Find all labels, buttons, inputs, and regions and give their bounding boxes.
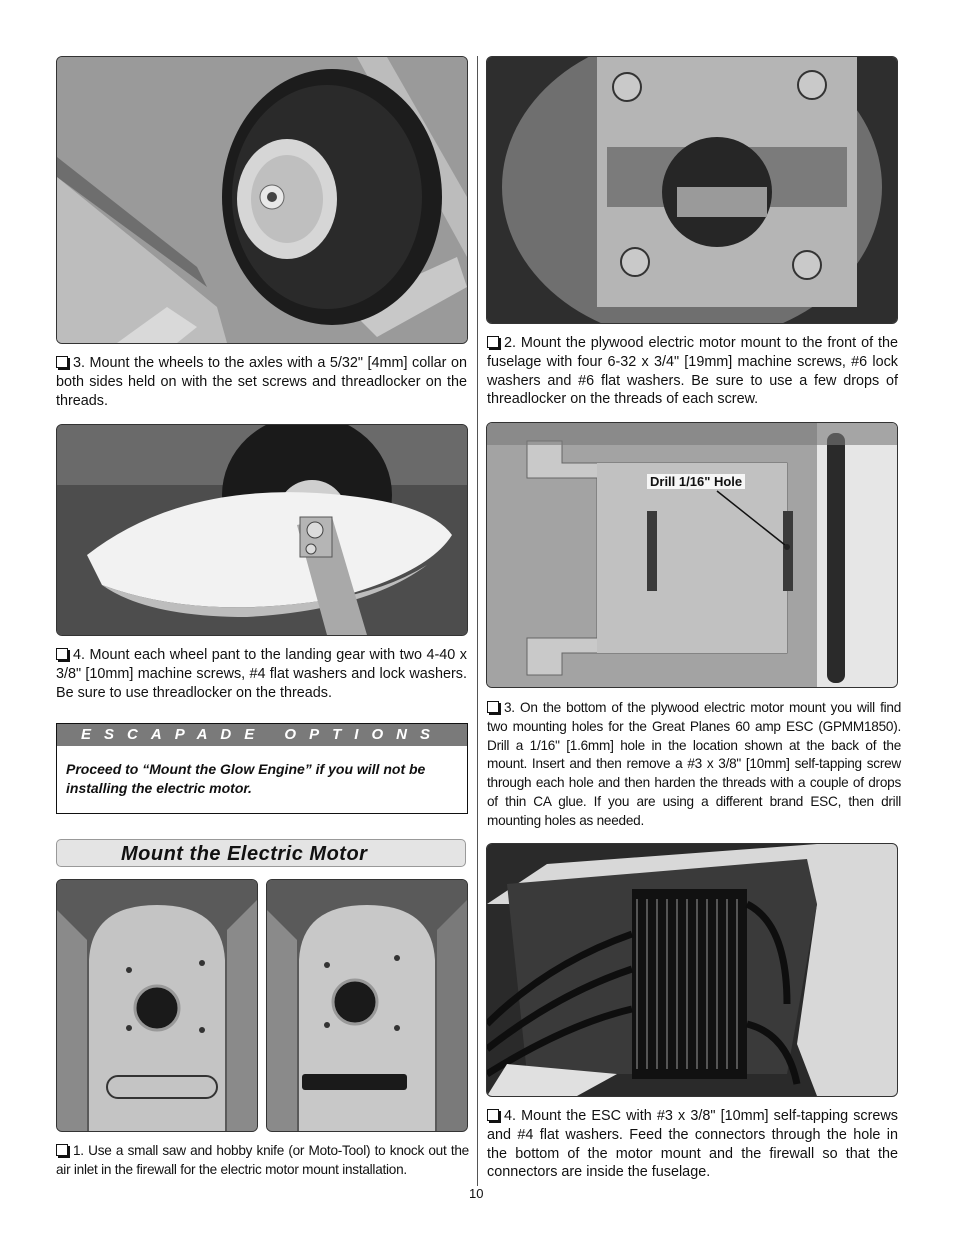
checkbox-icon[interactable]	[56, 648, 68, 660]
step-text: 3. On the bottom of the plywood electric motor mount you will find two mounting holes for the Great Planes 60 amp ESC (GPMM1850). Drill a 1/16" [1.6mm] hole in the location shown at the back of the mount. Insert and then remove a #3 x 3/8" [10mm] self-tapping screw through each hole and then harden the threads with a couple of drops of thin CA glue. If you are using a different brand ESC, then drill mounting holes as needed.	[487, 700, 901, 828]
drill-hole-label: Drill 1/16" Hole	[647, 474, 745, 489]
step-text: 4. Mount each wheel pant to the landing gear with two 4-40 x 3/8" [10mm] machine screws, #4 flat washers and lock washers. Be sure to use threadlocker on the threads.	[56, 647, 467, 701]
column-divider	[477, 56, 478, 1186]
options-text: Proceed to “Mount the Glow Engine” if you will not be installing the electric motor.	[66, 761, 426, 796]
checkbox-icon[interactable]	[56, 1144, 68, 1156]
section-title: Mount the Electric Motor	[56, 839, 466, 867]
step-mount-esc	[487, 1107, 898, 1182]
step-text: 3. Mount the wheels to the axles with a 5/32" [4mm] collar on both sides held on with the set screws and threadlocker on the threads.	[56, 355, 467, 409]
checkbox-icon[interactable]	[56, 356, 68, 368]
photo-wheel-on-axle	[56, 56, 468, 344]
step-text: 4. Mount the ESC with #3 x 3/8" [10mm] self-tapping screws and #4 flat washers. Feed the connectors through the hole in the bottom of the motor mount and the firewall so that the connectors are inside the fuselage.	[487, 1108, 898, 1181]
step-esc-mounting-holes	[487, 699, 901, 831]
photo-motor-mount-front	[486, 56, 898, 324]
step-text: 2. Mount the plywood electric motor mount to the front of the fuselage with four 6-32 x 3/4" [19mm] machine screws, #6 lock washers and #6 flat washers. Be sure to use a few drops of threadlocker on the threads of each screw.	[487, 335, 898, 408]
checkbox-icon[interactable]	[487, 336, 499, 348]
step-mount-wheels	[56, 354, 467, 410]
step-mount-plywood-motor-mount	[487, 334, 898, 409]
step-text: 1. Use a small saw and hobby knife (or Moto-Tool) to knock out the air inlet in the firewall for the electric motor mount installation.	[56, 1143, 469, 1177]
options-heading: ESCAPADE OPTIONS	[57, 724, 467, 746]
photo-firewall-after	[266, 879, 468, 1132]
photo-drill-hole	[486, 422, 898, 688]
photo-wheel-pant	[56, 424, 468, 636]
step-air-inlet	[56, 1142, 469, 1180]
escapade-options-box	[56, 723, 468, 814]
photo-firewall-before	[56, 879, 258, 1132]
checkbox-icon[interactable]	[487, 1109, 499, 1121]
checkbox-icon[interactable]	[487, 701, 499, 713]
step-mount-wheel-pants	[56, 646, 467, 702]
page-number: 10	[469, 1186, 484, 1201]
photo-esc-mounted	[486, 843, 898, 1097]
